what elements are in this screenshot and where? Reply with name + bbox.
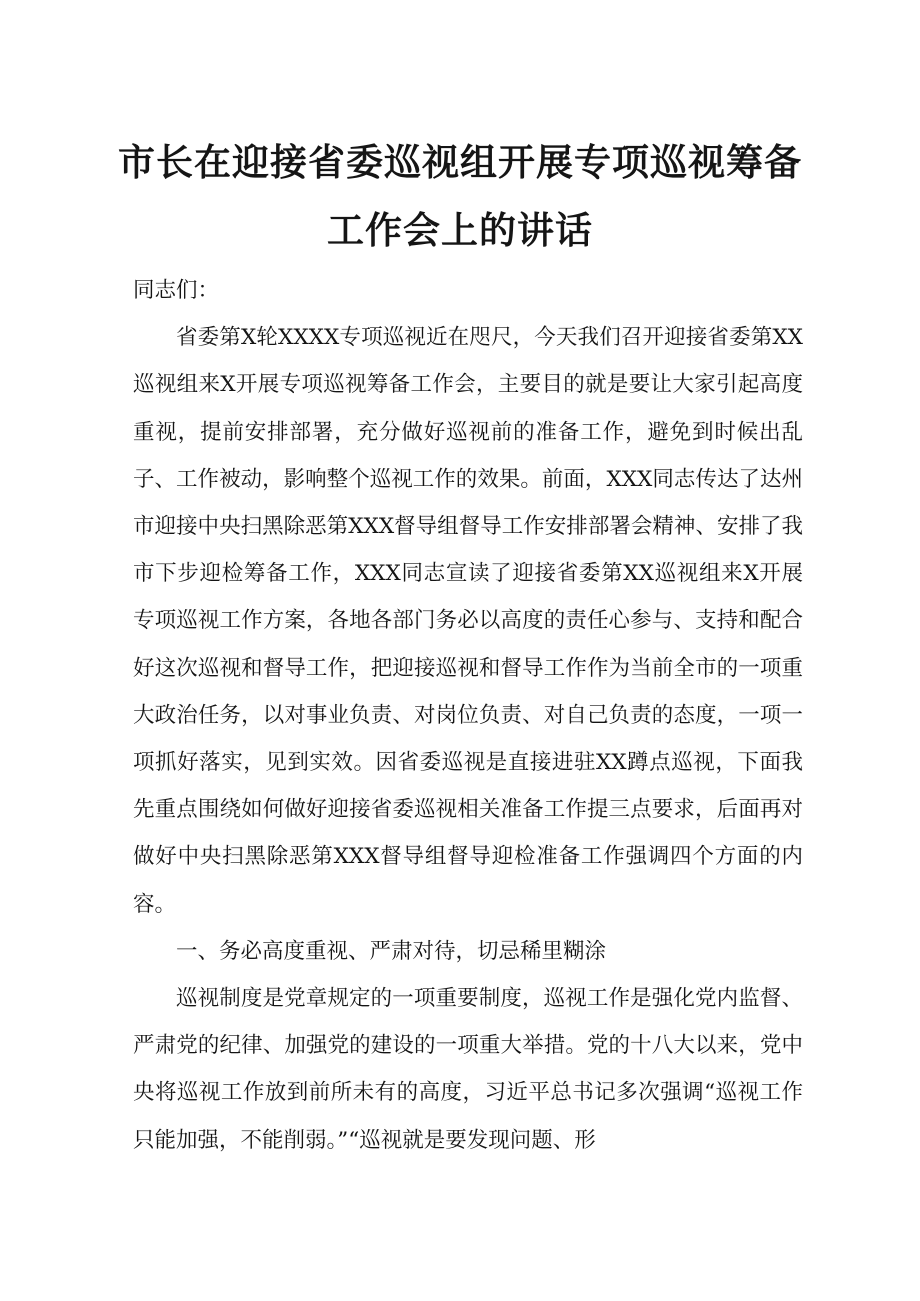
document-title-line-2: 工作会上的讲话 — [327, 209, 593, 252]
document-title-line-1: 市长在迎接省委巡视组开展专项巡视筹备 — [118, 141, 802, 184]
salutation: 同志们： — [133, 278, 220, 303]
paragraph-2: 巡视制度是党章规定的一项重要制度，巡视工作是强化党内监督、严肃党的纪律、加强党的建设的一项重大举措。党的十八大以来，党中央将巡视工作放到前所未有的高度，习近平总书记多次强调“巡视工作只能加强，不能削弱。”“巡视就是要发现问题、形 — [133, 986, 803, 1153]
paragraph-1: 省委第X轮XXXX专项巡视近在咫尺，今天我们召开迎接省委第XX巡视组来X开展专项巡视筹备工作会，主要目的就是要让大家引起高度重视，提前安排部署，充分做好巡视前的准备工作，避免到时候出乱子、工作被动，影响整个巡视工作的效果。前面，XXX同志传达了达州市迎接中央扫黑除恶第XXX督导组督导工作安排部署会精神、安排了我市下步迎检筹备工作，XXX同志宣读了迎接省委第XX巡视组来X开展专项巡视工作方案，各地各部门务必以高度的责任心参与、支持和配合好这次巡视和督导工作，把迎接巡视和督导工作作为当前全市的一项重大政治任务，以对事业负责、对岗位负责、对自己负责的态度，一项一项抓好落实，见到实效。因省委巡视是直接进驻XX蹲点巡视，下面我先重点围绕如何做好迎接省委巡视相关准备工作提三点要求，后面再对做好中央扫黑除恶第XXX督导组督导迎检准备工作强调四个方面的内容。 — [133, 325, 803, 917]
document-body — [133, 267, 803, 1164]
section-heading-1: 一、务必高度重视、严肃对待，切忌稀里糊涂 — [176, 938, 607, 964]
